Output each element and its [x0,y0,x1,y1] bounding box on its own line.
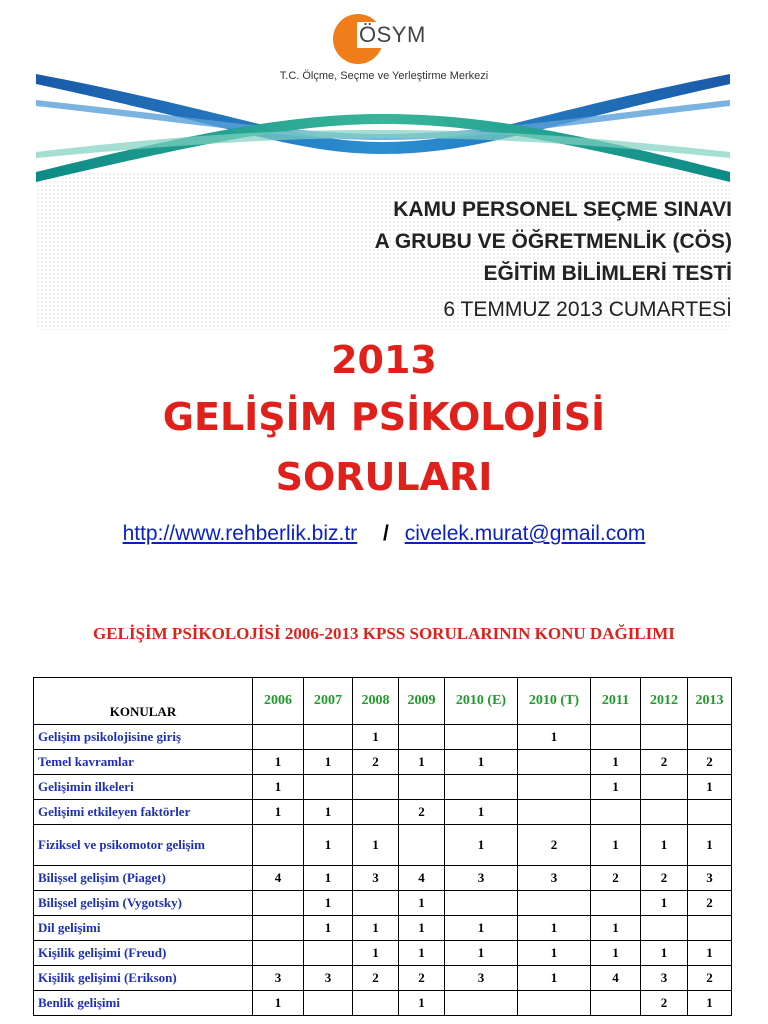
topic-cell: Kişilik gelişimi (Freud) [34,941,253,966]
count-cell: 2 [353,750,399,775]
topic-cell: Temel kavramlar [34,750,253,775]
count-cell: 2 [641,750,688,775]
count-cell [253,891,304,916]
count-cell: 3 [353,866,399,891]
count-cell: 3 [688,866,732,891]
count-cell [591,725,641,750]
topic-cell: Gelişimin ilkeleri [34,775,253,800]
count-cell: 1 [304,750,353,775]
count-cell: 1 [353,941,399,966]
count-cell: 1 [591,750,641,775]
count-cell: 1 [253,775,304,800]
count-cell: 1 [445,916,518,941]
count-cell: 2 [641,991,688,1016]
count-cell: 2 [399,966,445,991]
count-cell: 1 [399,991,445,1016]
table-row [34,941,732,966]
count-cell: 1 [253,800,304,825]
count-cell [353,991,399,1016]
count-cell: 1 [591,825,641,866]
count-cell [688,725,732,750]
count-cell [399,825,445,866]
table-body [34,725,732,1016]
count-cell: 1 [518,916,591,941]
count-cell [591,991,641,1016]
year-header: 2013 [688,678,732,725]
count-cell: 3 [641,966,688,991]
count-cell [253,916,304,941]
count-cell: 3 [518,866,591,891]
count-cell: 1 [304,825,353,866]
count-cell: 1 [353,825,399,866]
count-cell [445,891,518,916]
organization-name: T.C. Ölçme, Seçme ve Yerleştirme Merkezi [279,70,489,82]
topic-cell: Gelişim psikolojisine giriş [34,725,253,750]
table-row [34,916,732,941]
count-cell [591,800,641,825]
year-header: 2011 [591,678,641,725]
count-cell: 1 [688,775,732,800]
table-row [34,775,732,800]
count-cell [591,891,641,916]
count-cell: 1 [591,775,641,800]
table-row [34,866,732,891]
count-cell: 1 [253,750,304,775]
count-cell: 1 [304,916,353,941]
count-cell: 1 [591,941,641,966]
count-cell: 3 [445,966,518,991]
osym-logo [333,10,443,66]
count-cell: 1 [399,941,445,966]
count-cell [304,725,353,750]
count-cell: 2 [353,966,399,991]
count-cell: 1 [304,891,353,916]
count-cell: 2 [518,825,591,866]
count-cell: 1 [353,725,399,750]
table-row [34,891,732,916]
section-title: GELİŞİM PSİKOLOJİSİ 2006-2013 KPSS SORULARININ KONU DAĞILIMI [93,624,675,643]
topic-cell: Dil gelişimi [34,916,253,941]
count-cell [518,800,591,825]
year-header: 2009 [399,678,445,725]
topic-cell: Kişilik gelişimi (Erikson) [34,966,253,991]
count-cell: 1 [253,991,304,1016]
count-cell [353,775,399,800]
count-cell: 2 [641,866,688,891]
topic-cell: Fiziksel ve psikomotor gelişim [34,825,253,866]
count-cell [253,941,304,966]
count-cell [445,991,518,1016]
count-cell: 3 [445,866,518,891]
table-row [34,800,732,825]
email-link[interactable]: civelek.murat@gmail.com [404,522,646,545]
count-cell: 1 [445,750,518,775]
exam-name-line-3: EĞİTİM BİLİMLERİ TESTİ [483,262,732,285]
count-cell: 1 [445,825,518,866]
count-cell: 3 [304,966,353,991]
count-cell [518,991,591,1016]
title-subject: GELİŞİM PSİKOLOJİSİ [162,395,606,439]
count-cell: 2 [688,750,732,775]
count-cell [253,725,304,750]
count-cell [253,825,304,866]
count-cell: 2 [688,891,732,916]
exam-date: 6 TEMMUZ 2013 CUMARTESİ [443,298,732,321]
count-cell: 4 [591,966,641,991]
count-cell [688,916,732,941]
count-cell: 2 [591,866,641,891]
count-cell [304,991,353,1016]
count-cell: 1 [304,800,353,825]
count-cell: 4 [399,866,445,891]
topic-cell: Benlik gelişimi [34,991,253,1016]
topic-cell: Bilişsel gelişim (Piaget) [34,866,253,891]
topic-cell: Bilişsel gelişim (Vygotsky) [34,891,253,916]
count-cell: 3 [253,966,304,991]
year-header: 2006 [253,678,304,725]
count-cell: 1 [518,966,591,991]
year-header: 2012 [641,678,688,725]
count-cell [304,941,353,966]
count-cell [518,775,591,800]
count-cell: 1 [641,891,688,916]
count-cell: 1 [399,916,445,941]
exam-name-line-2: A GRUBU VE ÖĞRETMENLİK (CÖS) [374,230,732,253]
logo-text: ÖSYM [359,22,426,47]
count-cell [399,775,445,800]
count-cell [518,891,591,916]
year-header: 2008 [353,678,399,725]
table-row [34,825,732,866]
count-cell: 1 [688,941,732,966]
title-year: 2013 [331,338,437,382]
count-cell: 1 [518,725,591,750]
count-cell: 1 [641,941,688,966]
count-cell [304,775,353,800]
count-cell: 1 [518,941,591,966]
count-cell [445,725,518,750]
count-cell: 1 [445,800,518,825]
count-cell: 1 [641,825,688,866]
topic-distribution-table [33,677,732,1016]
count-cell: 1 [399,891,445,916]
count-cell: 1 [353,916,399,941]
year-header: 2007 [304,678,353,725]
table-row [34,750,732,775]
table-header-row [34,678,732,725]
table-row [34,966,732,991]
link-separator: / [383,522,389,545]
exam-name-line-1: KAMU PERSONEL SEÇME SINAVI [393,198,732,221]
contact-links [0,522,768,546]
count-cell [353,800,399,825]
count-cell: 1 [445,941,518,966]
count-cell: 1 [304,866,353,891]
count-cell [641,775,688,800]
table-row [34,725,732,750]
count-cell [641,800,688,825]
year-header: 2010 (T) [518,678,591,725]
count-cell [641,725,688,750]
count-cell [518,750,591,775]
title-kind: SORULARI [275,455,493,499]
count-cell [399,725,445,750]
count-cell: 1 [399,750,445,775]
count-cell: 2 [399,800,445,825]
topic-cell: Gelişimi etkileyen faktörler [34,800,253,825]
count-cell: 1 [688,991,732,1016]
count-cell: 2 [688,966,732,991]
count-cell [688,800,732,825]
topics-header: KONULAR [34,678,253,725]
table-row [34,991,732,1016]
count-cell [353,891,399,916]
count-cell [445,775,518,800]
count-cell: 1 [591,916,641,941]
website-link[interactable]: http://www.rehberlik.biz.tr [122,522,358,545]
count-cell [641,916,688,941]
year-header: 2010 (E) [445,678,518,725]
count-cell: 4 [253,866,304,891]
count-cell: 1 [688,825,732,866]
